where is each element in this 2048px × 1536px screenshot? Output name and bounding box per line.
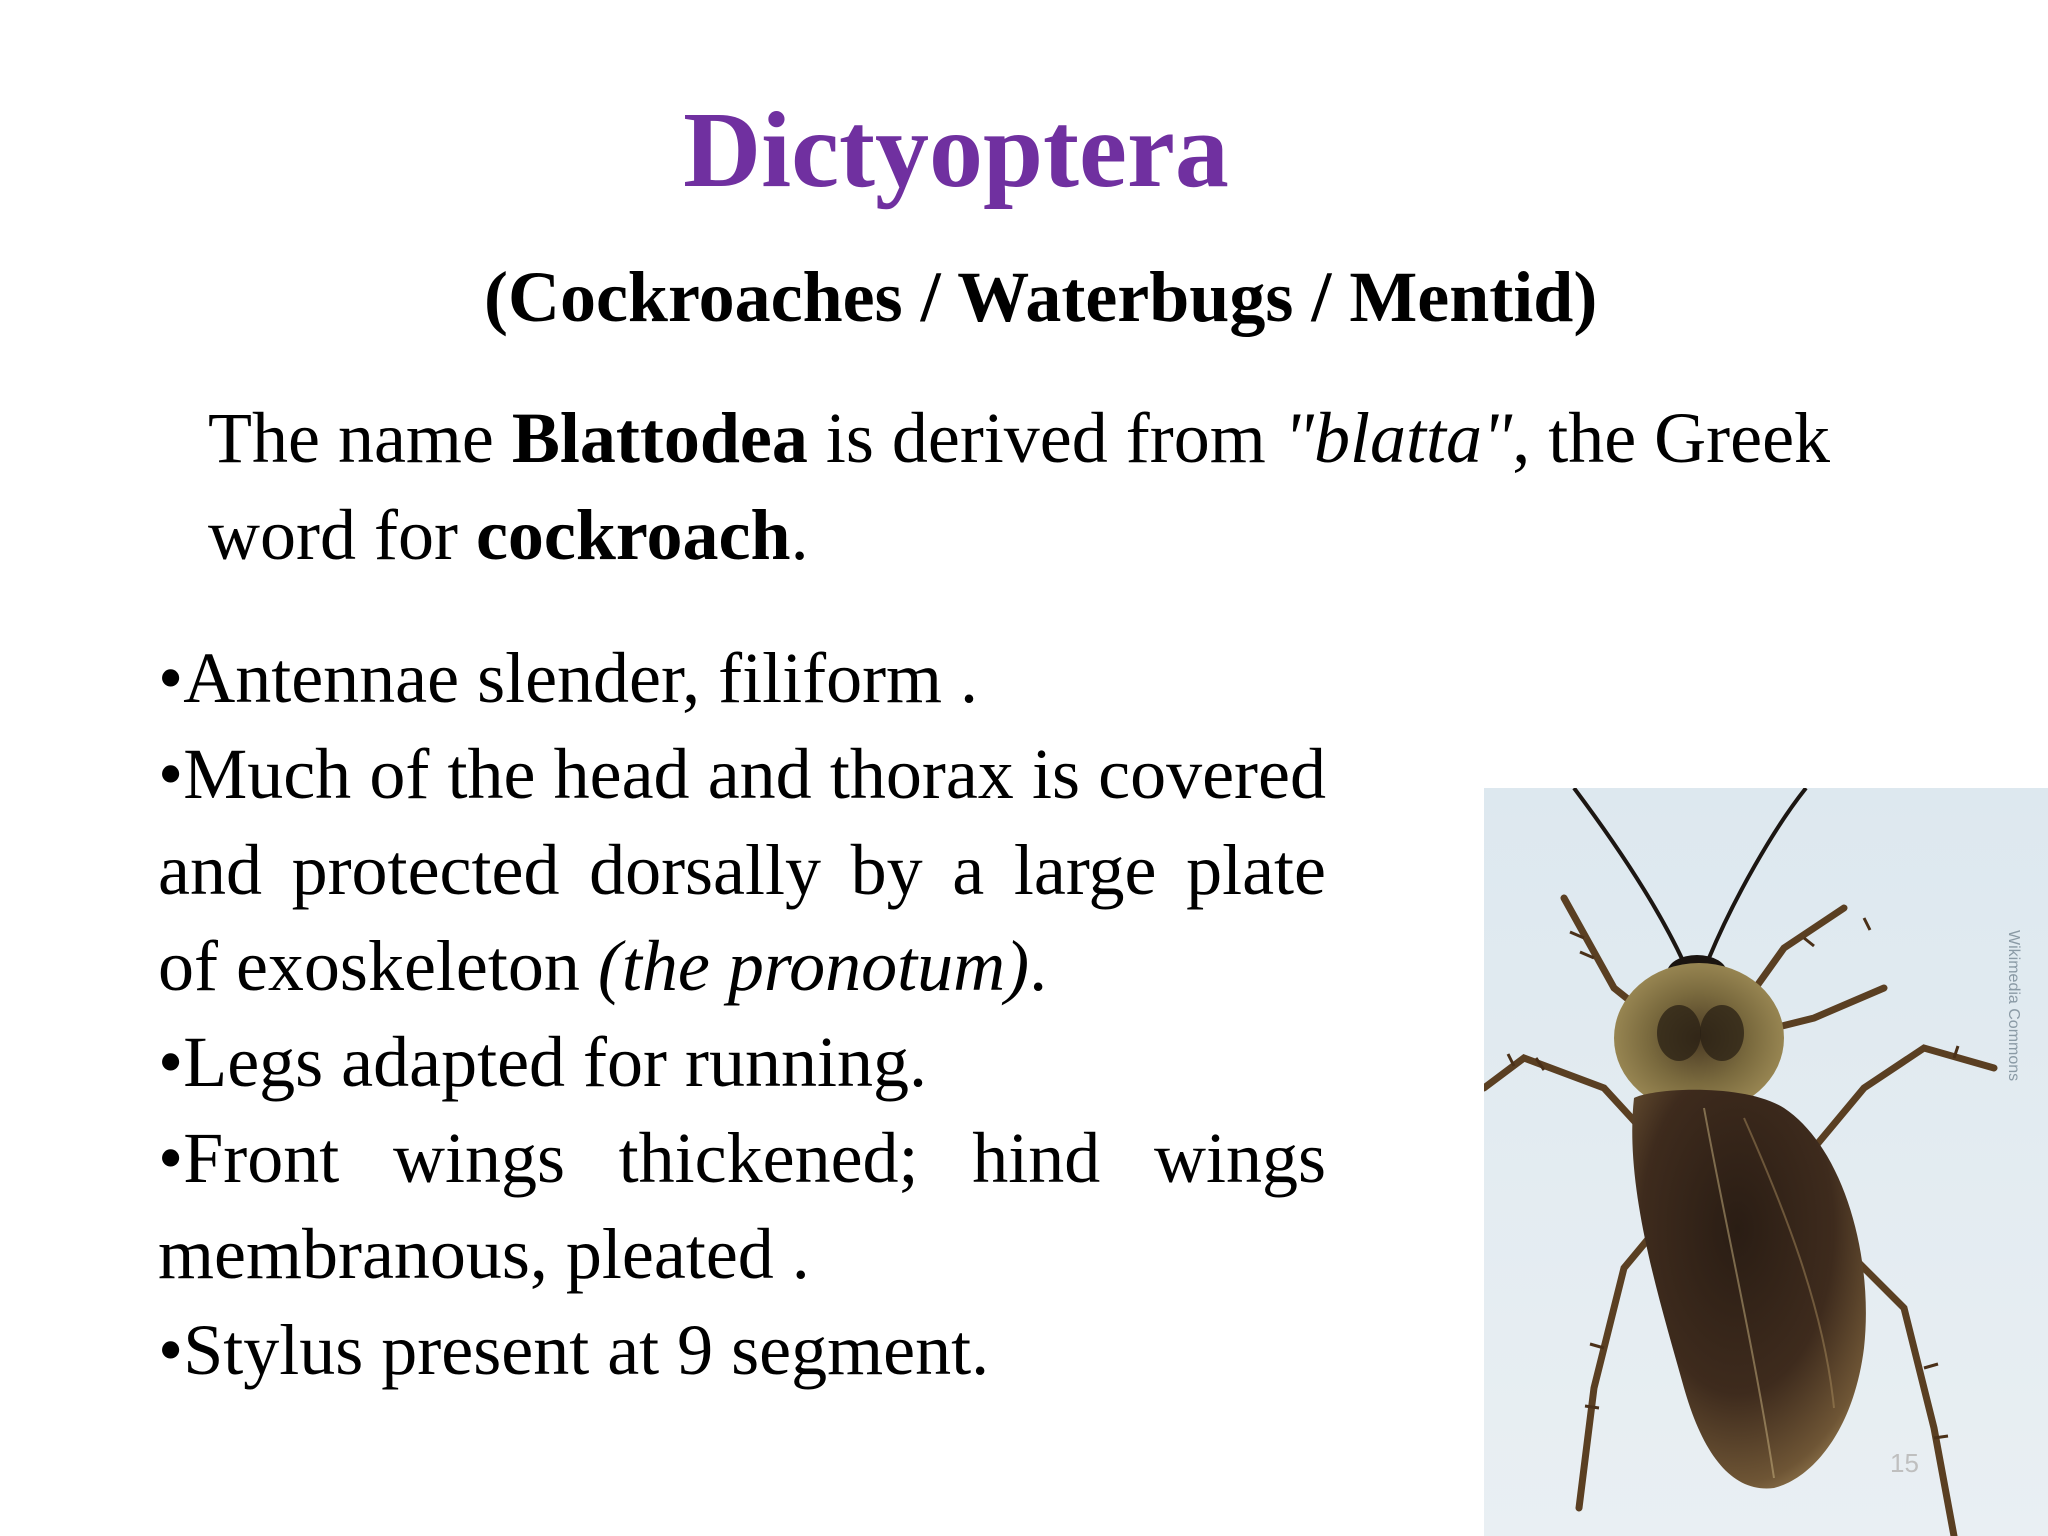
intro-text-2: is derived from <box>807 398 1284 478</box>
intro-term-blatta: "blatta" <box>1283 398 1513 478</box>
bullet-list <box>158 630 1326 1398</box>
bullet-pronotum-italic: (the pronotum) <box>597 926 1030 1006</box>
intro-paragraph <box>208 390 1848 584</box>
bullet-pronotum-end: . <box>1029 926 1048 1006</box>
intro-term-blattodea: Blattodea <box>511 398 808 478</box>
intro-text-1: The name <box>208 398 512 478</box>
bullet-wings: •Front wings thickened; hind wings membranous, pleated . <box>158 1118 1326 1294</box>
intro-text-4: . <box>790 495 809 575</box>
page-number: 15 <box>1890 1448 1919 1478</box>
bullet-legs: •Legs adapted for running. <box>158 1022 927 1102</box>
slide-subtitle: (Cockroaches / Waterbugs / Mentid) <box>484 257 1598 337</box>
intro-term-cockroach: cockroach <box>475 495 791 575</box>
photo-watermark: Wikimedia Commons <box>2005 930 2022 1082</box>
bullet-pronotum <box>158 726 1326 1014</box>
bullet-stylus: •Stylus present at 9 segment. <box>158 1310 990 1390</box>
cockroach-photo <box>1484 788 2048 1536</box>
intro-text-3: , the Greek word for <box>208 398 1831 575</box>
bullet-antennae: •Antennae slender, filiform . <box>158 638 979 718</box>
bullet-pronotum-text: •Much of the head and thorax is covered and protected dorsally by a large plate of exoskeleton <box>158 734 1326 1006</box>
slide-title: Dictyoptera <box>683 91 1229 210</box>
